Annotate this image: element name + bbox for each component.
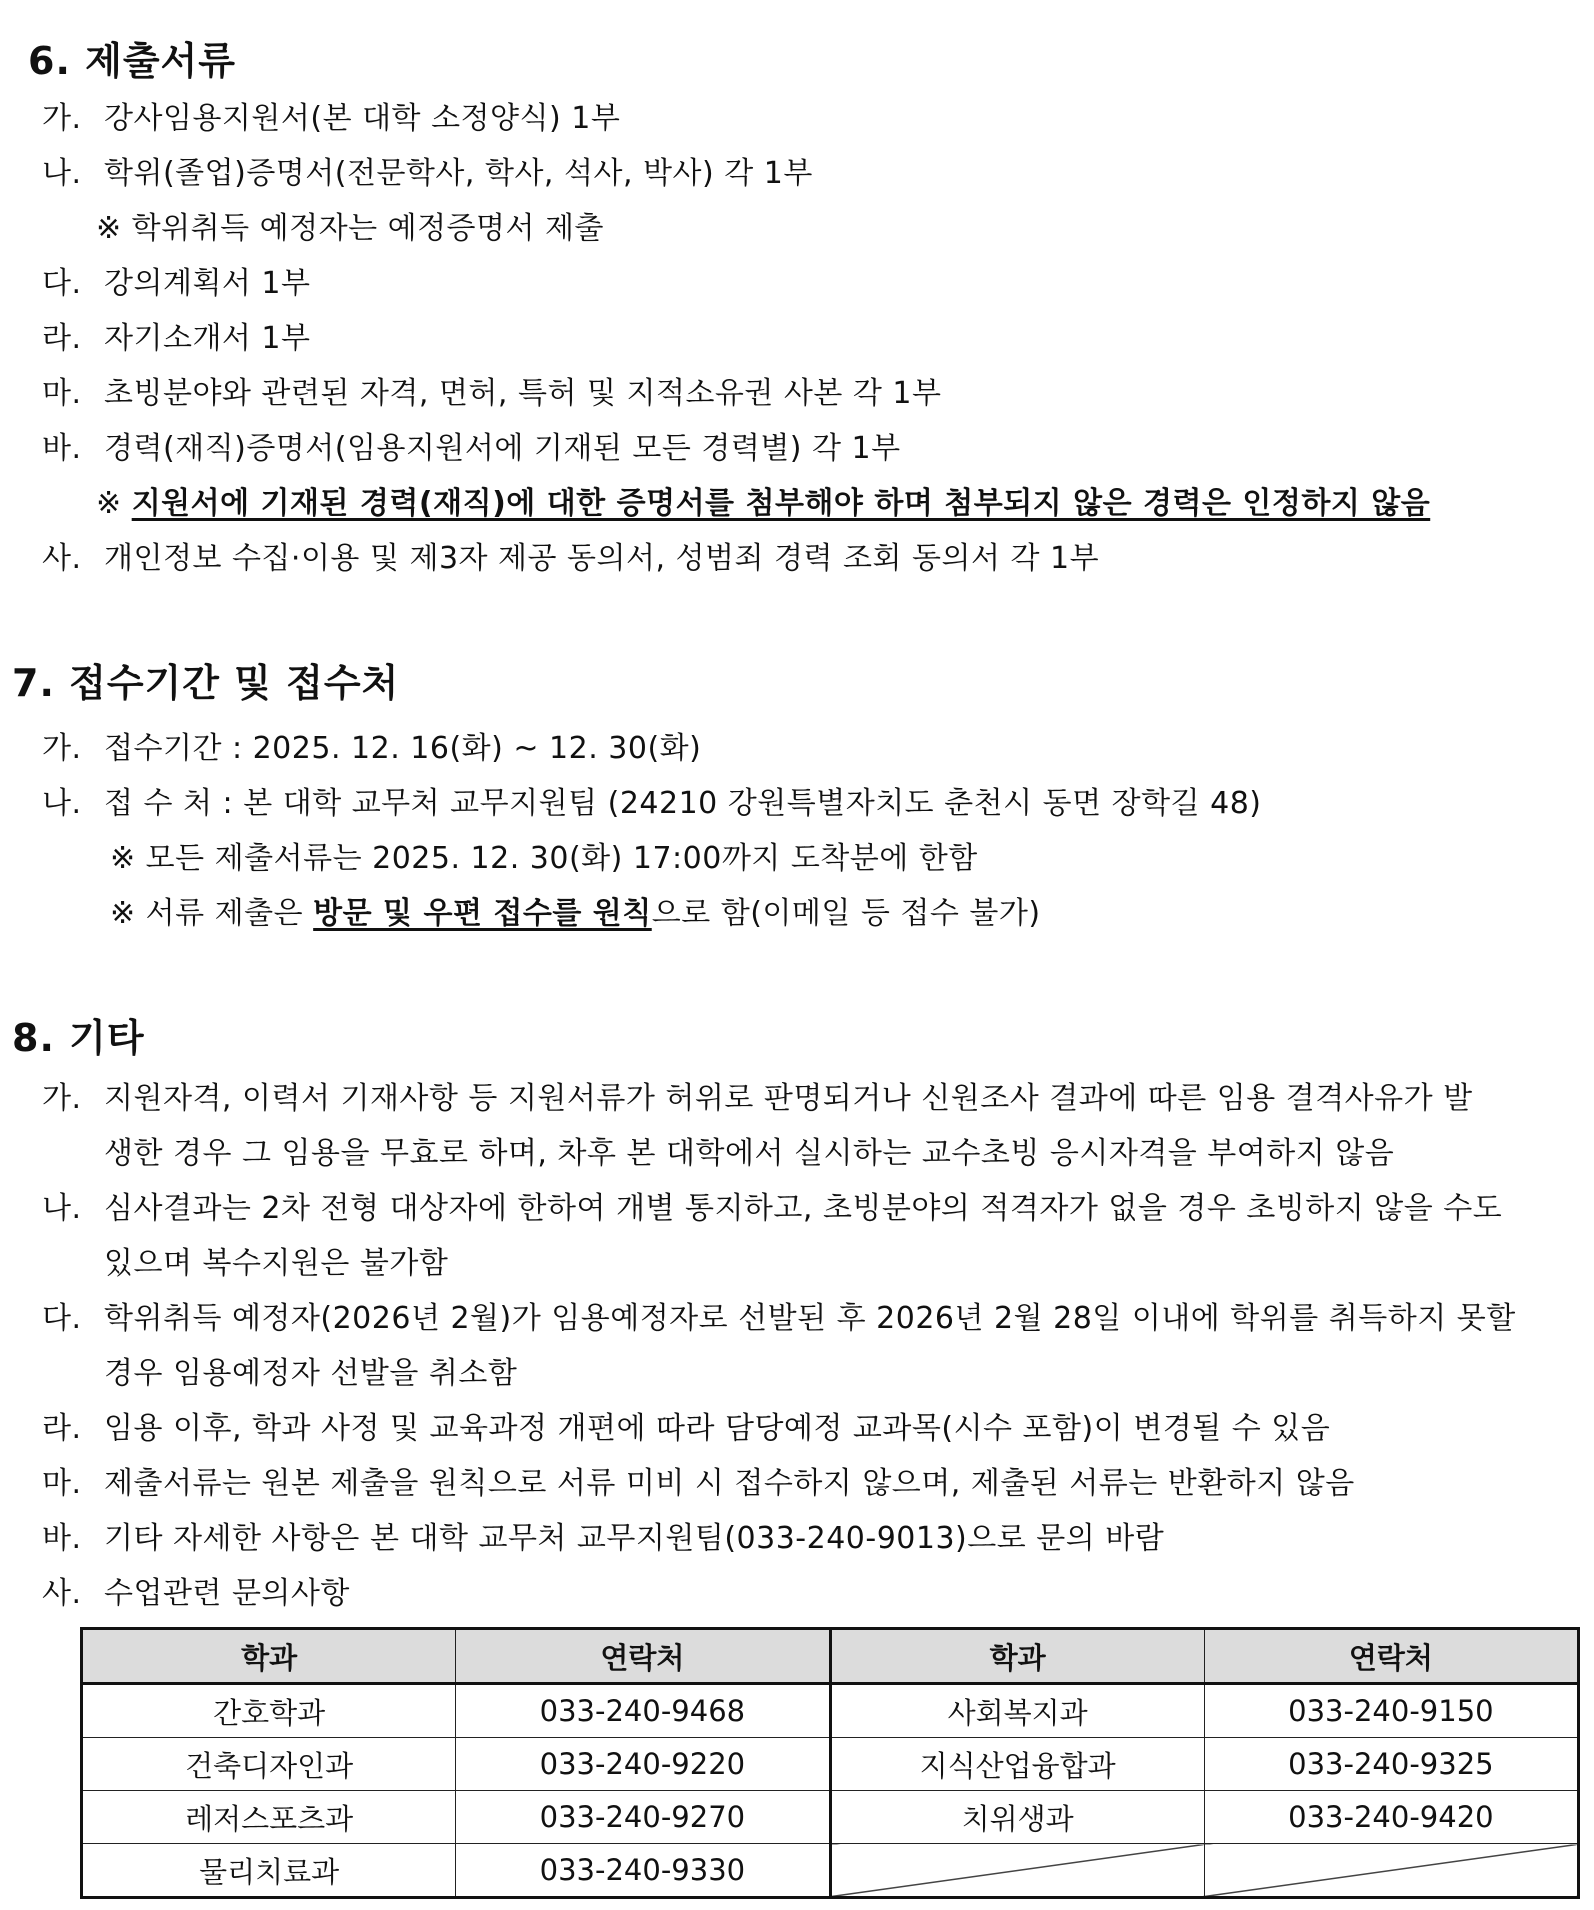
s6-item-sa: 사. 개인정보 수집·이용 및 제3자 제공 동의서, 성범죄 경력 조회 동의서 각 1부 <box>42 541 1100 576</box>
section-8-title: 8. 기타 <box>12 1016 145 1060</box>
s8-item-da: 다. 학위취득 예정자(2026년 2월)가 임용예정자로 선발된 후 2026년 2월 28일 이내에 학위를 취득하지 못할 <box>42 1301 1516 1336</box>
s7-note-deadline: ※ 모든 제출서류는 2025. 12. 30(화) 17:00까지 도착분에 한함 <box>110 841 978 876</box>
s6-item-ga: 가. 강사임용지원서(본 대학 소정양식) 1부 <box>42 101 621 136</box>
s8-item-ga-cont: 생한 경우 그 임용을 무효로 하며, 차후 본 대학에서 실시하는 교수초빙 응시자격을 부여하지 않음 <box>104 1136 1395 1171</box>
dept-cell: 건축디자인과 <box>82 1738 456 1791</box>
s8-item-ba: 바. 기타 자세한 사항은 본 대학 교무처 교무지원팀(033-240-9013)으로 문의 바람 <box>42 1521 1165 1556</box>
header-contact: 연락처 <box>456 1629 830 1684</box>
header-dept: 학과 <box>830 1629 1204 1684</box>
table-header-row <box>82 1629 1579 1684</box>
s6-item-ma: 마. 초빙분야와 관련된 자격, 면허, 특허 및 지적소유권 사본 각 1부 <box>42 376 942 411</box>
phone-cell: 033-240-9468 <box>456 1684 830 1738</box>
dept-cell: 지식산업융합과 <box>830 1738 1204 1791</box>
s6-item-ba: 바. 경력(재직)증명서(임용지원서에 기재된 모든 경력별) 각 1부 <box>42 431 901 466</box>
phone-cell: 033-240-9330 <box>456 1844 830 1898</box>
s7-item-na: 나. 접 수 처 : 본 대학 교무처 교무지원팀 (24210 강원특별자치도 춘천시 동면 장학길 48) <box>42 786 1262 821</box>
phone-cell: 033-240-9270 <box>456 1791 830 1844</box>
s8-item-na: 나. 심사결과는 2차 전형 대상자에 한하여 개별 통지하고, 초빙분야의 적격자가 없을 경우 초빙하지 않을 수도 <box>42 1191 1503 1226</box>
phone-cell: 033-240-9220 <box>456 1738 830 1791</box>
s7-note-method: ※ 서류 제출은 방문 및 우편 접수를 원칙으로 함(이메일 등 접수 불가) <box>110 896 1041 931</box>
s6-item-na: 나. 학위(졸업)증명서(전문학사, 학사, 석사, 박사) 각 1부 <box>42 156 813 191</box>
phone-cell: 033-240-9420 <box>1204 1791 1578 1844</box>
table-row <box>82 1684 1579 1738</box>
table-row <box>82 1791 1579 1844</box>
contact-table <box>80 1627 1580 1899</box>
table-row <box>82 1738 1579 1791</box>
s8-item-sa: 사. 수업관련 문의사항 <box>42 1576 350 1611</box>
s8-item-da-cont: 경우 임용예정자 선발을 취소함 <box>104 1356 518 1391</box>
dept-cell: 치위생과 <box>830 1791 1204 1844</box>
s8-item-ra: 라. 임용 이후, 학과 사정 및 교육과정 개편에 따라 담당예정 교과목(시수 포함)이 변경될 수 있음 <box>42 1411 1331 1446</box>
s6-item-ra: 라. 자기소개서 1부 <box>42 321 311 356</box>
s8-item-ga: 가. 지원자격, 이력서 기재사항 등 지원서류가 허위로 판명되거나 신원조사 결과에 따른 임용 결격사유가 발 <box>42 1081 1473 1116</box>
s6-item-da: 다. 강의계획서 1부 <box>42 266 311 301</box>
s8-item-na-cont: 있으며 복수지원은 불가함 <box>104 1246 449 1281</box>
s6-note-degree: ※ 학위취득 예정자는 예정증명서 제출 <box>96 211 604 246</box>
s8-item-ma: 마. 제출서류는 원본 제출을 원칙으로 서류 미비 시 접수하지 않으며, 제출된 서류는 반환하지 않음 <box>42 1466 1355 1501</box>
phone-cell: 033-240-9325 <box>1204 1738 1578 1791</box>
dept-cell: 간호학과 <box>82 1684 456 1738</box>
empty-diagonal-cell <box>1204 1844 1578 1898</box>
dept-cell: 물리치료과 <box>82 1844 456 1898</box>
s6-note-career: ※ 지원서에 기재된 경력(재직)에 대한 증명서를 첨부해야 하며 첨부되지 않은 경력은 인정하지 않음 <box>96 486 1431 521</box>
dept-cell: 사회복지과 <box>830 1684 1204 1738</box>
header-contact: 연락처 <box>1204 1629 1578 1684</box>
header-dept: 학과 <box>82 1629 456 1684</box>
phone-cell: 033-240-9150 <box>1204 1684 1578 1738</box>
dept-cell: 레저스포츠과 <box>82 1791 456 1844</box>
section-7-title: 7. 접수기간 및 접수처 <box>12 661 400 705</box>
section-6-title: 6. 제출서류 <box>28 39 236 83</box>
s7-item-ga: 가. 접수기간 : 2025. 12. 16(화) ~ 12. 30(화) <box>42 731 702 766</box>
empty-diagonal-cell <box>830 1844 1204 1898</box>
table-row <box>82 1844 1579 1898</box>
